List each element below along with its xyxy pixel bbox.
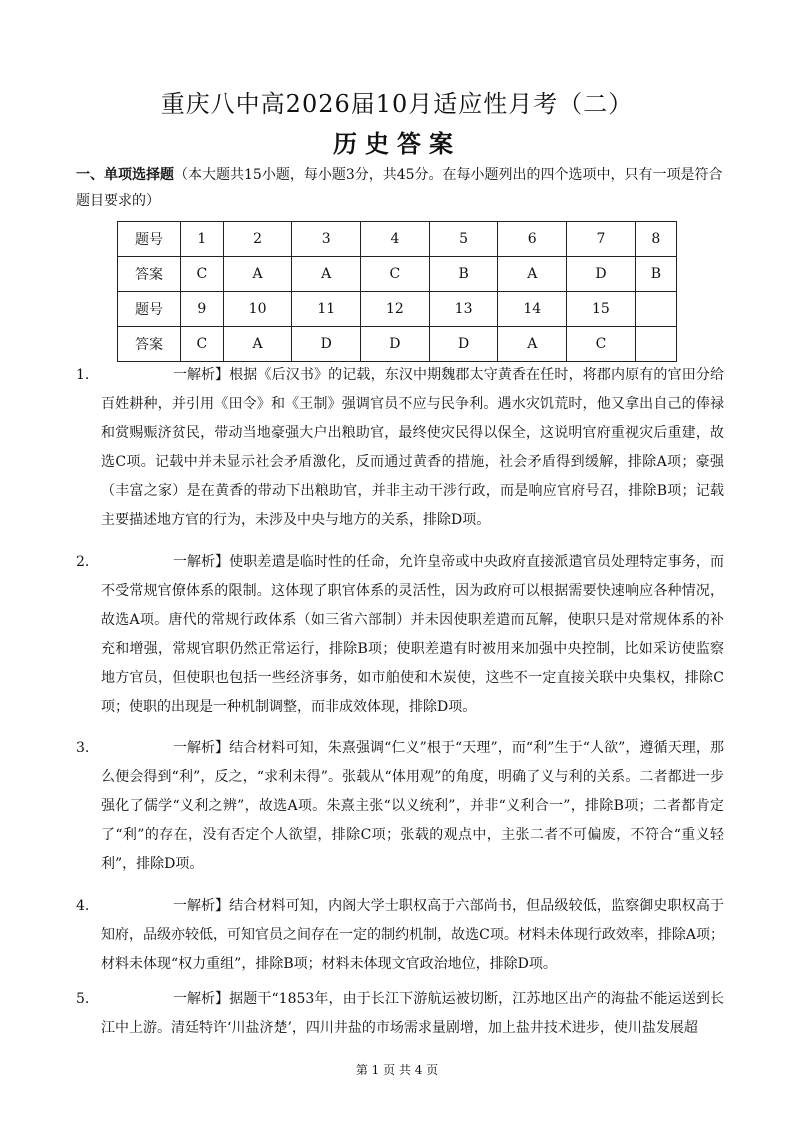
row-label: 答案 [118,327,181,362]
section-intro [76,162,724,214]
row-label: 答案 [118,257,181,292]
section-heading: 一、单项选择题 [76,167,174,183]
item-number: 1. [76,367,90,383]
question-number: 1 [181,222,224,257]
explanation-lead: 一解析】 [173,991,229,1007]
explanation-item [76,548,724,722]
question-number: 13 [429,292,498,327]
question-number: 12 [361,292,430,327]
answer-cell: B [429,257,498,292]
explanation-lead: 一解析】 [173,367,229,383]
explanation-item [76,734,724,879]
page-footer: 第 1 页 共 4 页 [355,1063,439,1077]
explanation-item [76,892,724,979]
answer-cell: A [498,257,567,292]
explanation-text: 根据《后汉书》的记载，东汉中期魏郡太守黄香在任时，将郡内原有的官田分给百姓耕种，并引用《田令》和《王制》强调官员不应与民争利。遇水灾饥荒时，他又拿出自己的俸禄和赏赐赈济贫民，带动当地豪强大户出粮助官，最终使灾民得以保全，这说明官府重视灾后重建，故选C项。记载中并未显示社会矛盾激化，反而通过黄香的措施，社会矛盾得到缓解，排除A项；豪强（丰富之家）是在黄香的带动下出粮助官，并非主动干涉行政，而是响应官府号召，排除B项；记载主要描述地方官的行为，未涉及中央与地方的关系，排除D项。 [101,367,724,528]
item-number: 3. [76,740,90,756]
question-number: 7 [567,222,636,257]
answer-table [117,221,677,362]
question-number: 9 [181,292,224,327]
question-number: 5 [429,222,498,257]
answer-cell: A [292,257,361,292]
table-row [118,257,677,292]
explanation-text: 据题干“1853年，由于长江下游航运被切断，江苏地区出产的海盐不能运送到长江中上游。清廷特许‘川盐济楚’，四川井盐的市场需求量剧增，加上盐井技术进步，使川盐发展超 [101,991,724,1036]
question-number: 3 [292,222,361,257]
table-row [118,222,677,257]
question-number: 15 [567,292,636,327]
item-number: 4. [76,898,90,914]
document-subtitle: 历史答案 [333,129,461,158]
item-number: 5. [76,991,90,1007]
explanation-text: 结合材料可知，朱熹强调“仁义”根于“天理”，而“利”生于“人欲”，遵循天理，那么便会得到“利”，反之，“求利未得”。张载从“体用观”的角度，明确了义与利的关系。二者都进一步强化了儒学“义利之辨”，故选A项。朱熹主张“以义统利”，并非“义利合一”，排除B项；二者都肯定了“利”的存在，没有否定个人欲望，排除C项；张载的观点中，主张二者不可偏废，不符合“重义轻利”，排除D项。 [101,740,724,872]
question-number: 6 [498,222,567,257]
answer-cell: C [181,257,224,292]
answer-cell: D [567,257,636,292]
explanation-item [76,361,724,535]
answer-cell: D [361,327,430,362]
document-title: 重庆八中高2026届10月适应性月考（二） [160,90,634,118]
question-number: 11 [292,292,361,327]
answer-cell: D [429,327,498,362]
table-row [118,327,677,362]
answer-cell: A [223,257,292,292]
explanation-lead: 一解析】 [173,554,229,570]
question-number: 8 [635,222,676,257]
question-number: 14 [498,292,567,327]
row-label: 题号 [118,222,181,257]
answer-cell: B [635,257,676,292]
question-number: 4 [361,222,430,257]
explanation-text: 使职差遣是临时性的任命，允许皇帝或中央政府直接派遣官员处理特定事务，而不受常规官僚体系的限制。这体现了职官体系的灵活性，因为政府可以根据需要快速响应各种情况，故选A项。唐代的常规行政体系（如三省六部制）并未因使职差遣而瓦解，使职只是对常规体系的补充和增强，常规官职仍然正常运行，排除B项；使职差遣有时被用来加强中央控制，比如采访使监察地方官员，但使职也包括一些经济事务，如市舶使和木炭使，这些不一定直接关联中央集权，排除C项；使职的出现是一种机制调整，而非成效体现，排除D项。 [101,554,724,715]
explanation-item [76,985,724,1045]
answer-cell: C [181,327,224,362]
question-number [635,292,676,327]
table-row [118,292,677,327]
question-number: 10 [223,292,292,327]
answer-cell: A [498,327,567,362]
explanation-lead: 一解析】 [173,898,229,914]
answer-cell: C [361,257,430,292]
row-label: 题号 [118,292,181,327]
answer-cell: D [292,327,361,362]
answer-cell: A [223,327,292,362]
answer-cell [635,327,676,362]
section-instruction: （本大题共15小题，每小题3分，共45分。在每小题列出的四个选项中，只有一项是符合题目要求的） [76,167,723,209]
explanation-text: 结合材料可知，内阁大学士职权高于六部尚书，但品级较低，监察御史职权高于知府，品级亦较低，可知官员之间存在一定的制约机制，故选C项。材料未体现行政效率，排除A项；材料未体现“权力重组”，排除B项；材料未体现文官政治地位，排除D项。 [101,898,724,972]
explanation-lead: 一解析】 [173,740,229,756]
item-number: 2. [76,554,90,570]
answer-cell: C [567,327,636,362]
question-number: 2 [223,222,292,257]
